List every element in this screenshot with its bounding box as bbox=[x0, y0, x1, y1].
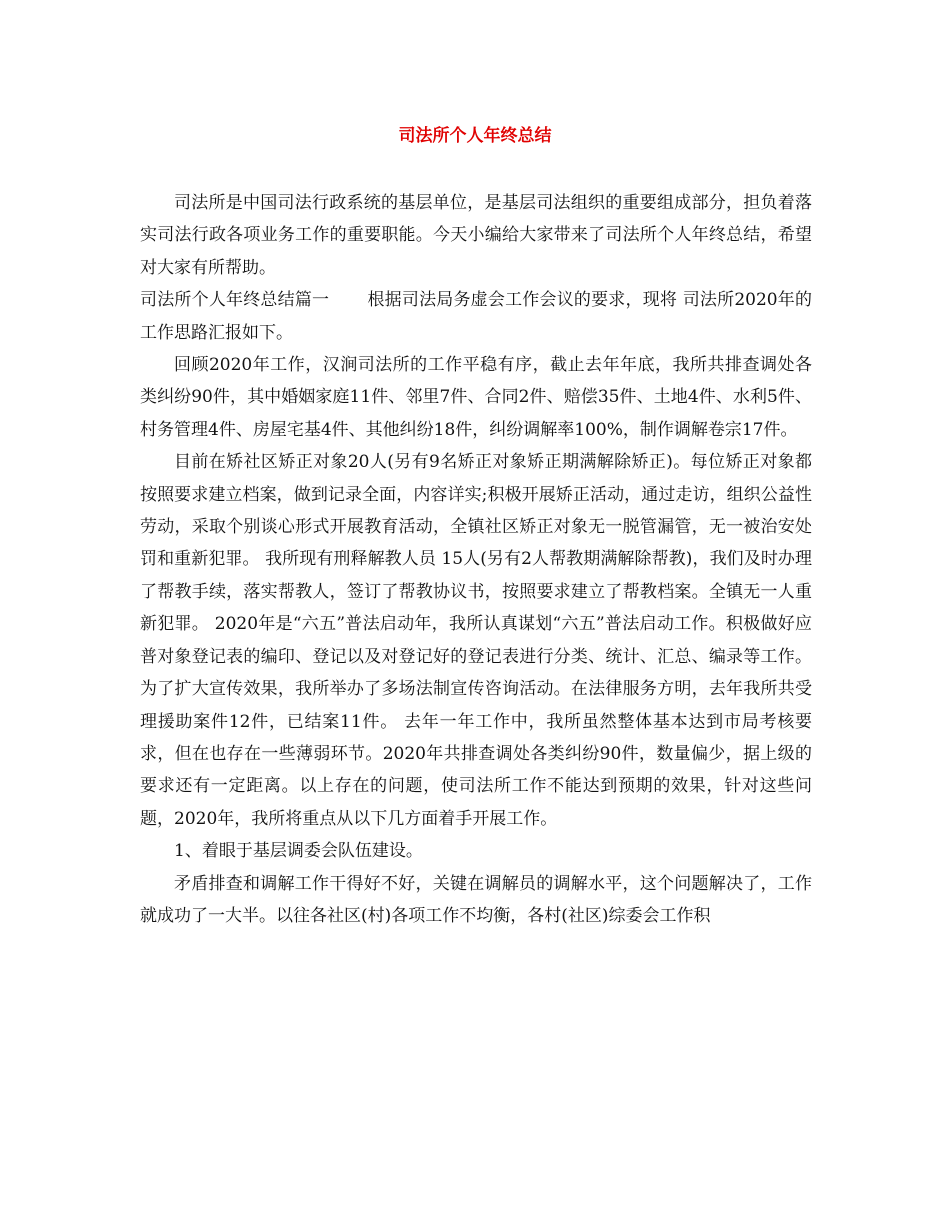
paragraph-mediation: 矛盾排查和调解工作干得好不好，关键在调解员的调解水平，这个问题解决了，工作就成功了一大半。以往各社区(村)各项工作不均衡，各村(社区)综委会工作积 bbox=[140, 873, 812, 926]
paragraph-correction: 目前在矫社区矫正对象20人(另有9名矫正对象矫正期满解除矫正)。每位矫正对象都按照要求建立档案，做到记录全面，内容详实;积极开展矫正活动，通过走访，组织公益性劳动，采取个别谈心形式开展教育活动，全镇社区矫正对象无一脱管漏管，无一被治安处罚和重新犯罪。 我所现有刑释解教人员 15人(另有2人帮教期满解除帮教)，我们及时办理了帮教手续，落实帮教人，签订了帮教协议书，按照要求建立了帮教档案。全镇无一人重新犯罪。 2020年是“六五”普法启动年，我所认真谋划“六五”普法启动工作。积极做好应普对象登记表的编印、登记以及对登记好的登记表进行分类、统计、汇总、编录等工作。为了扩大宣传效果，我所举办了多场法制宣传咨询活动。在法律服务方明，去年我所共受理援助案件12件，已结案11件。 去年一年工作中，我所虽然整体基本达到市局考核要求，但在也存在一些薄弱环节。2020年共排查调处各类纠纷90件，数量偏少，据上级的要求还有一定距离。以上存在的问题，使司法所工作不能达到预期的效果，针对这些问题，2020年，我所将重点从以下几方面着手开展工作。 bbox=[140, 452, 812, 829]
paragraph-section-one bbox=[140, 284, 812, 349]
paragraph-intro: 司法所是中国司法行政系统的基层单位，是基层司法组织的重要组成部分，担负着落实司法行政各项业务工作的重要职能。今天小编给大家带来了司法所个人年终总结，希望对大家有所帮助。 bbox=[140, 193, 812, 278]
section-lead-text: 根据司法局务虚会工作会议的要求，现将 司法所2020年的工作思路汇报如下。 bbox=[140, 290, 813, 343]
section-heading: 司法所个人年终总结篇一 bbox=[140, 290, 330, 311]
paragraph-review: 回顾2020年工作，汉涧司法所的工作平稳有序，截止去年年底，我所共排查调处各类纠纷90件，其中婚姻家庭11件、邻里7件、合同2件、赔偿35件、土地4件、水利5件、村务管理4件、房屋宅基4件、其他纠纷18件，纠纷调解率100%，制作调解卷宗17件。 bbox=[140, 355, 812, 440]
document-body bbox=[140, 187, 812, 932]
paragraph-item-one: 1、着眼于基层调委会队伍建设。 bbox=[174, 841, 423, 862]
document-title: 司法所个人年终总结 bbox=[398, 126, 552, 146]
